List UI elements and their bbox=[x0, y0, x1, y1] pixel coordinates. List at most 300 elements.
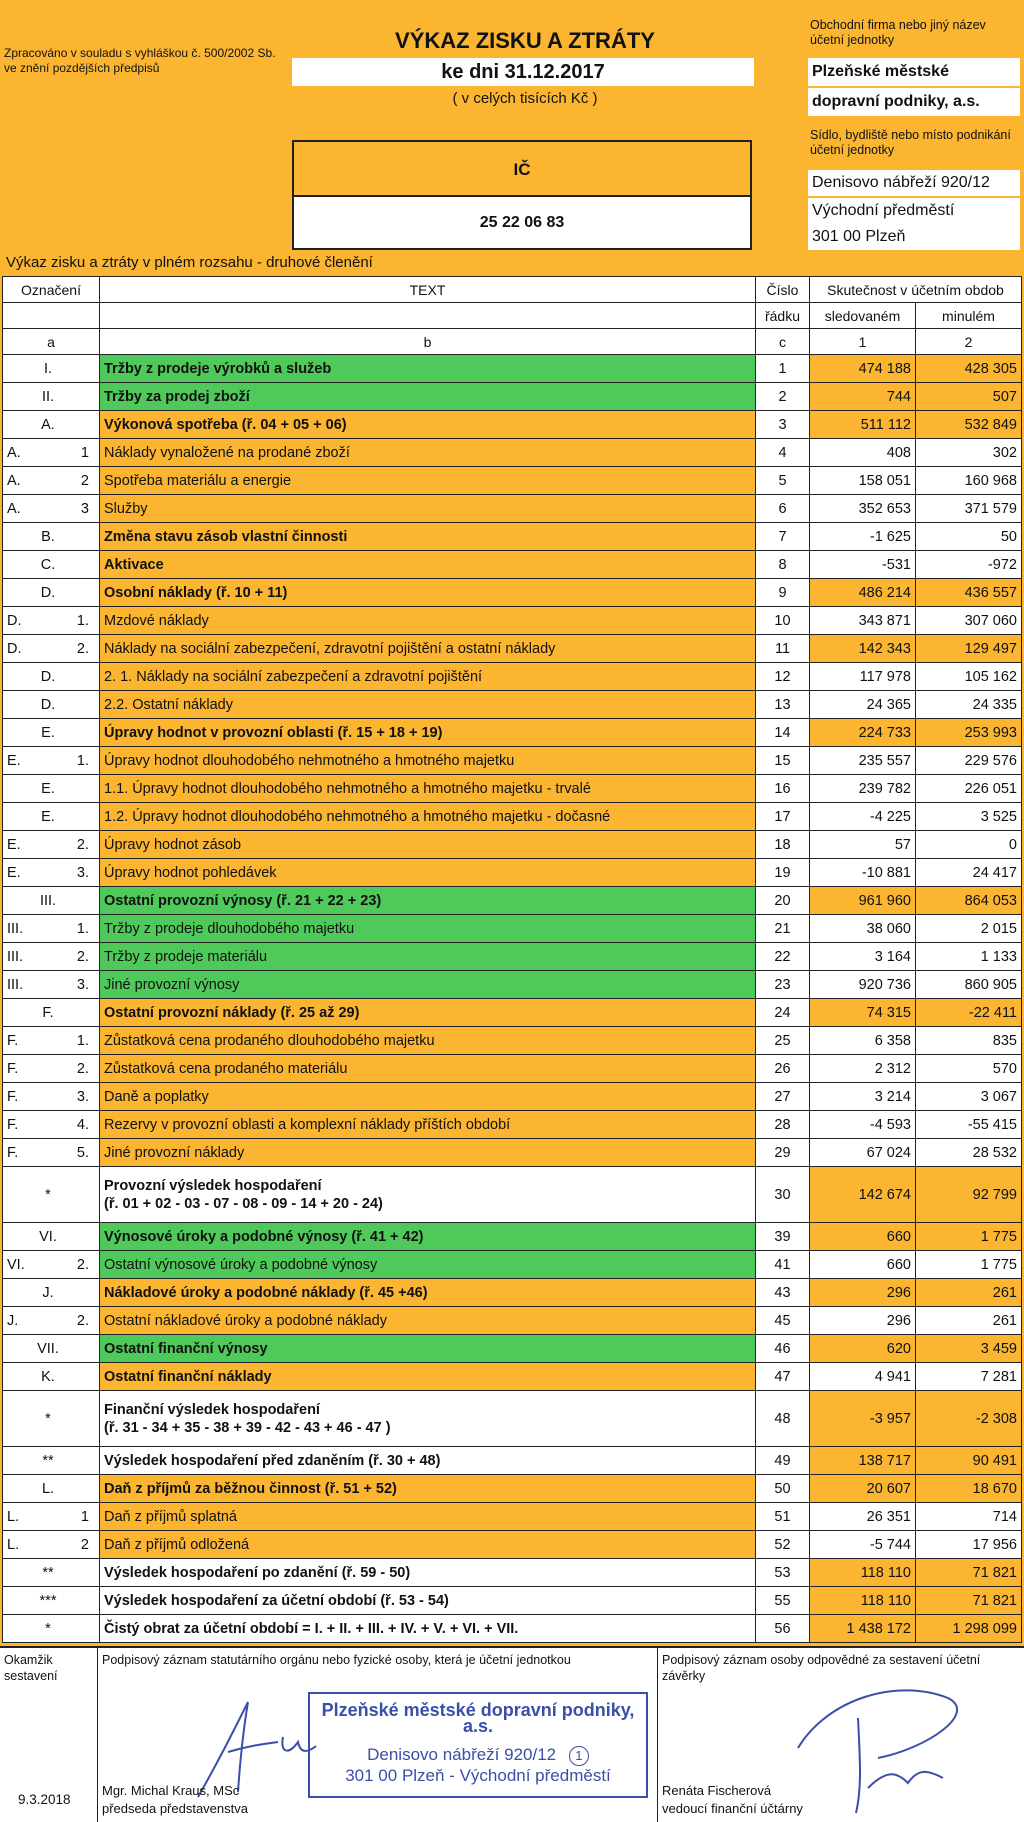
row-text: Výsledek hospodaření po zdanění (ř. 59 - 50) bbox=[104, 1564, 411, 1581]
row-number: 43 bbox=[756, 1279, 810, 1307]
row-number: 49 bbox=[756, 1447, 810, 1475]
stamp-city: 301 00 Plzeň - Východní předměstí bbox=[345, 1766, 611, 1785]
regulation-note: Zpracováno v souladu s vyhláškou č. 500/2002 Sb. ve znění pozdějších předpisů bbox=[4, 46, 276, 75]
row-value-current: -531 bbox=[810, 551, 916, 579]
table-row bbox=[3, 691, 1022, 719]
row-number: 3 bbox=[756, 411, 810, 439]
row-letter: III. bbox=[7, 948, 24, 965]
row-code bbox=[3, 1363, 100, 1391]
row-value-previous: 7 281 bbox=[916, 1363, 1022, 1391]
row-text: Tržby za prodej zboží bbox=[104, 388, 250, 405]
table-row bbox=[3, 747, 1022, 775]
row-letter: F. bbox=[7, 1060, 19, 1077]
row-letter: J. bbox=[42, 1284, 54, 1301]
accountant-signature-label: Podpisový záznam osoby odpovědné za sestavení účetní závěrky bbox=[662, 1653, 981, 1683]
accountant-person bbox=[662, 1782, 803, 1818]
table-row bbox=[3, 1223, 1022, 1251]
row-text: Tržby z prodeje materiálu bbox=[104, 948, 268, 965]
table-row bbox=[3, 635, 1022, 663]
row-value-current: 511 112 bbox=[810, 411, 916, 439]
row-value-previous: 229 576 bbox=[916, 747, 1022, 775]
row-subnum: 2. bbox=[76, 1060, 89, 1077]
seat-caption: Sídlo, bydliště nebo místo podnikání účetní jednotky bbox=[810, 128, 1011, 157]
row-text: 2.2. Ostatní náklady bbox=[104, 696, 233, 713]
row-code bbox=[3, 1167, 100, 1223]
row-text-cell bbox=[100, 1307, 756, 1335]
row-value-previous: 24 335 bbox=[916, 691, 1022, 719]
row-value-previous: 860 905 bbox=[916, 971, 1022, 999]
col-head-empty-b bbox=[100, 303, 756, 329]
statutory-role: předseda představenstva bbox=[102, 1801, 248, 1816]
row-value-current: 38 060 bbox=[810, 915, 916, 943]
row-value-previous: 28 532 bbox=[916, 1139, 1022, 1167]
row-letter: III. bbox=[39, 892, 57, 909]
col-head-minulem: minulém bbox=[916, 303, 1022, 329]
row-code bbox=[3, 495, 100, 523]
row-value-previous: 3 067 bbox=[916, 1083, 1022, 1111]
row-value-previous: 90 491 bbox=[916, 1447, 1022, 1475]
row-number: 23 bbox=[756, 971, 810, 999]
row-number: 55 bbox=[756, 1587, 810, 1615]
seat-line-2: Východní předměstí bbox=[808, 198, 1020, 224]
row-letter: E. bbox=[7, 836, 21, 853]
row-value-current: 239 782 bbox=[810, 775, 916, 803]
row-value-current: 20 607 bbox=[810, 1475, 916, 1503]
row-text: 1.1. Úpravy hodnot dlouhodobého nehmotného a hmotného majetku - trvalé bbox=[104, 780, 591, 797]
row-code bbox=[3, 1111, 100, 1139]
row-text-cell bbox=[100, 355, 756, 383]
table-row bbox=[3, 1559, 1022, 1587]
col-head-sledovanem: sledovaném bbox=[810, 303, 916, 329]
row-text: Čistý obrat za účetní období = I. + II. + III. + IV. + V. + VI. + VII. bbox=[104, 1620, 519, 1637]
row-code bbox=[3, 691, 100, 719]
row-text-cell bbox=[100, 1055, 756, 1083]
row-value-current: 118 110 bbox=[810, 1587, 916, 1615]
row-letter: D. bbox=[7, 612, 22, 629]
row-text-cell bbox=[100, 971, 756, 999]
row-letter: F. bbox=[7, 1116, 19, 1133]
row-value-current: -5 744 bbox=[810, 1531, 916, 1559]
row-value-previous: 17 956 bbox=[916, 1531, 1022, 1559]
col-letter-c: c bbox=[756, 329, 810, 355]
row-letter: D. bbox=[7, 640, 22, 657]
row-code bbox=[3, 943, 100, 971]
row-value-previous: 436 557 bbox=[916, 579, 1022, 607]
table-row bbox=[3, 1447, 1022, 1475]
row-value-previous: 160 968 bbox=[916, 467, 1022, 495]
row-letter: F. bbox=[42, 1004, 54, 1021]
row-code bbox=[3, 383, 100, 411]
row-code bbox=[3, 747, 100, 775]
row-code bbox=[3, 1251, 100, 1279]
firm-caption: Obchodní firma nebo jiný název účetní jednotky bbox=[810, 18, 986, 47]
row-text: Náklady na sociální zabezpečení, zdravotní pojištění a ostatní náklady bbox=[104, 640, 556, 657]
row-value-current: 117 978 bbox=[810, 663, 916, 691]
table-row bbox=[3, 411, 1022, 439]
row-code bbox=[3, 859, 100, 887]
table-row bbox=[3, 1363, 1022, 1391]
row-subnum: 3. bbox=[76, 1088, 89, 1105]
row-number: 8 bbox=[756, 551, 810, 579]
row-code bbox=[3, 1559, 100, 1587]
row-letter: F. bbox=[7, 1144, 19, 1161]
firm-name-line-2: dopravní podniky, a.s. bbox=[808, 88, 1020, 116]
row-value-previous: 714 bbox=[916, 1503, 1022, 1531]
row-letter: *** bbox=[39, 1592, 57, 1609]
row-number: 15 bbox=[756, 747, 810, 775]
table-row bbox=[3, 1279, 1022, 1307]
row-subnum: 3. bbox=[76, 864, 89, 881]
stamp-company-name: Plzeňské městské dopravní podniky, a.s. bbox=[321, 1700, 635, 1736]
table-row bbox=[3, 1307, 1022, 1335]
row-text: Tržby z prodeje výrobků a služeb bbox=[104, 360, 332, 377]
report-header bbox=[0, 0, 1024, 271]
row-value-previous: 428 305 bbox=[916, 355, 1022, 383]
row-value-current: 57 bbox=[810, 831, 916, 859]
table-header-row-1 bbox=[3, 277, 1022, 303]
row-text-cell bbox=[100, 439, 756, 467]
table-header-row-3 bbox=[3, 329, 1022, 355]
ic-box bbox=[292, 140, 752, 250]
row-code bbox=[3, 803, 100, 831]
row-text: Osobní náklady (ř. 10 + 11) bbox=[104, 584, 288, 601]
row-value-current: 920 736 bbox=[810, 971, 916, 999]
row-text-cell bbox=[100, 1531, 756, 1559]
row-value-current: 158 051 bbox=[810, 467, 916, 495]
row-number: 41 bbox=[756, 1251, 810, 1279]
row-letter: VI. bbox=[7, 1256, 25, 1273]
row-text-cell bbox=[100, 999, 756, 1027]
row-text: Ostatní provozní výnosy (ř. 21 + 22 + 23) bbox=[104, 892, 382, 909]
row-letter: E. bbox=[7, 752, 21, 769]
row-value-current: 660 bbox=[810, 1223, 916, 1251]
row-code bbox=[3, 1083, 100, 1111]
row-letter: ** bbox=[42, 1452, 54, 1469]
row-number: 29 bbox=[756, 1139, 810, 1167]
row-value-current: 4 941 bbox=[810, 1363, 916, 1391]
row-value-previous: 1 298 099 bbox=[916, 1615, 1022, 1643]
row-letter: E. bbox=[41, 724, 55, 741]
row-value-current: 67 024 bbox=[810, 1139, 916, 1167]
row-value-previous: 71 821 bbox=[916, 1559, 1022, 1587]
row-code bbox=[3, 1307, 100, 1335]
row-subnum: 1. bbox=[76, 752, 89, 769]
row-value-current: 118 110 bbox=[810, 1559, 916, 1587]
units-note: ( v celých tisících Kč ) bbox=[452, 90, 598, 107]
row-subnum: 1. bbox=[76, 612, 89, 629]
row-subnum: 2. bbox=[76, 948, 89, 965]
row-text-cell bbox=[100, 1111, 756, 1139]
table-header-row-2 bbox=[3, 303, 1022, 329]
row-value-previous: 50 bbox=[916, 523, 1022, 551]
row-code bbox=[3, 1531, 100, 1559]
row-number: 25 bbox=[756, 1027, 810, 1055]
row-value-current: 3 164 bbox=[810, 943, 916, 971]
row-number: 26 bbox=[756, 1055, 810, 1083]
row-letter: L. bbox=[41, 1480, 55, 1497]
row-letter: E. bbox=[7, 864, 21, 881]
row-value-previous: 261 bbox=[916, 1307, 1022, 1335]
row-text: Výsledek hospodaření před zdaněním (ř. 30 + 48) bbox=[104, 1452, 441, 1469]
table-row bbox=[3, 1083, 1022, 1111]
row-number: 47 bbox=[756, 1363, 810, 1391]
row-number: 39 bbox=[756, 1223, 810, 1251]
row-value-current: 142 674 bbox=[810, 1167, 916, 1223]
row-code bbox=[3, 915, 100, 943]
accountant-signature-mark bbox=[778, 1678, 998, 1818]
table-row bbox=[3, 467, 1022, 495]
row-number: 21 bbox=[756, 915, 810, 943]
row-value-current: 6 358 bbox=[810, 1027, 916, 1055]
row-text-cell bbox=[100, 1503, 756, 1531]
row-code bbox=[3, 887, 100, 915]
table-row bbox=[3, 1251, 1022, 1279]
row-value-current: 74 315 bbox=[810, 999, 916, 1027]
row-number: 22 bbox=[756, 943, 810, 971]
row-text-cell bbox=[100, 1167, 756, 1223]
row-value-current: 296 bbox=[810, 1307, 916, 1335]
row-value-previous: 71 821 bbox=[916, 1587, 1022, 1615]
table-row bbox=[3, 775, 1022, 803]
row-subnum: 2. bbox=[76, 1312, 89, 1329]
row-subnum: 3 bbox=[80, 500, 89, 517]
row-value-previous: 864 053 bbox=[916, 887, 1022, 915]
row-letter: II. bbox=[41, 388, 55, 405]
col-letter-a: a bbox=[3, 329, 100, 355]
row-letter: VI. bbox=[39, 1228, 57, 1245]
compilation-date: 9.3.2018 bbox=[18, 1792, 71, 1807]
row-value-current: 142 343 bbox=[810, 635, 916, 663]
row-value-previous: 0 bbox=[916, 831, 1022, 859]
row-value-current: 235 557 bbox=[810, 747, 916, 775]
row-value-current: 486 214 bbox=[810, 579, 916, 607]
row-code bbox=[3, 1335, 100, 1363]
table-row bbox=[3, 859, 1022, 887]
table-row bbox=[3, 1055, 1022, 1083]
row-letter: D. bbox=[40, 668, 56, 685]
row-value-current: 408 bbox=[810, 439, 916, 467]
report-subtitle: Výkaz zisku a ztráty v plném rozsahu - druhové členění bbox=[6, 254, 373, 271]
table-row bbox=[3, 1111, 1022, 1139]
row-text-cell bbox=[100, 495, 756, 523]
row-value-current: 2 312 bbox=[810, 1055, 916, 1083]
row-letter: A. bbox=[7, 444, 21, 461]
row-value-previous: 570 bbox=[916, 1055, 1022, 1083]
row-number: 51 bbox=[756, 1503, 810, 1531]
row-letter: F. bbox=[7, 1088, 19, 1105]
row-number: 24 bbox=[756, 999, 810, 1027]
row-code bbox=[3, 439, 100, 467]
row-code bbox=[3, 355, 100, 383]
row-text-cell bbox=[100, 635, 756, 663]
row-value-previous: 3 459 bbox=[916, 1335, 1022, 1363]
row-number: 14 bbox=[756, 719, 810, 747]
row-number: 45 bbox=[756, 1307, 810, 1335]
row-text: Výsledek hospodaření za účetní období (ř. 53 - 54) bbox=[104, 1592, 449, 1609]
row-text: 2. 1. Náklady na sociální zabezpečení a zdravotní pojištění bbox=[104, 668, 483, 685]
table-row bbox=[3, 663, 1022, 691]
row-code bbox=[3, 1503, 100, 1531]
row-text-cell bbox=[100, 831, 756, 859]
table-row bbox=[3, 943, 1022, 971]
row-number: 4 bbox=[756, 439, 810, 467]
row-number: 19 bbox=[756, 859, 810, 887]
table-row bbox=[3, 495, 1022, 523]
table-row bbox=[3, 1167, 1022, 1223]
ic-value: 25 22 06 83 bbox=[294, 197, 750, 248]
row-text-cell bbox=[100, 747, 756, 775]
table-row bbox=[3, 999, 1022, 1027]
row-number: 17 bbox=[756, 803, 810, 831]
row-text-cell bbox=[100, 775, 756, 803]
row-text-cell bbox=[100, 803, 756, 831]
row-value-current: -10 881 bbox=[810, 859, 916, 887]
row-code bbox=[3, 831, 100, 859]
row-subnum: 1 bbox=[80, 1508, 89, 1525]
row-code bbox=[3, 467, 100, 495]
row-number: 30 bbox=[756, 1167, 810, 1223]
row-code bbox=[3, 663, 100, 691]
row-code bbox=[3, 635, 100, 663]
row-text-cell bbox=[100, 915, 756, 943]
row-number: 2 bbox=[756, 383, 810, 411]
row-code bbox=[3, 1447, 100, 1475]
row-code bbox=[3, 579, 100, 607]
row-value-current: 1 438 172 bbox=[810, 1615, 916, 1643]
row-text: Finanční výsledek hospodaření bbox=[104, 1401, 320, 1418]
row-letter: B. bbox=[41, 528, 55, 545]
compilation-moment-label: Okamžik sestavení bbox=[4, 1653, 58, 1683]
row-value-current: 26 351 bbox=[810, 1503, 916, 1531]
row-text: Spotřeba materiálu a energie bbox=[104, 472, 292, 489]
row-text: Služby bbox=[104, 500, 148, 517]
row-text-cell bbox=[100, 859, 756, 887]
row-value-previous: 18 670 bbox=[916, 1475, 1022, 1503]
row-code bbox=[3, 1027, 100, 1055]
report-title: VÝKAZ ZISKU A ZTRÁTY bbox=[395, 28, 655, 53]
row-text: Jiné provozní výnosy bbox=[104, 976, 240, 993]
stamp-address bbox=[310, 1746, 646, 1766]
row-text-cell bbox=[100, 1083, 756, 1111]
row-value-current: 474 188 bbox=[810, 355, 916, 383]
row-value-current: -1 625 bbox=[810, 523, 916, 551]
row-text-cell bbox=[100, 719, 756, 747]
row-subnum: 4. bbox=[76, 1116, 89, 1133]
row-number: 12 bbox=[756, 663, 810, 691]
row-text: Úpravy hodnot dlouhodobého nehmotného a hmotného majetku bbox=[104, 752, 515, 769]
table-row bbox=[3, 551, 1022, 579]
table-row bbox=[3, 887, 1022, 915]
stamp-number: 1 bbox=[569, 1746, 589, 1766]
row-text: Zůstatková cena prodaného materiálu bbox=[104, 1060, 348, 1077]
row-text: Aktivace bbox=[104, 556, 164, 573]
row-number: 16 bbox=[756, 775, 810, 803]
row-subnum: 2. bbox=[76, 640, 89, 657]
table-row bbox=[3, 579, 1022, 607]
accountant-signature-box bbox=[658, 1648, 1024, 1822]
row-subnum: 5. bbox=[76, 1144, 89, 1161]
row-value-current: 660 bbox=[810, 1251, 916, 1279]
row-text: Zůstatková cena prodaného dlouhodobého majetku bbox=[104, 1032, 435, 1049]
row-number: 27 bbox=[756, 1083, 810, 1111]
row-letter: III. bbox=[7, 976, 24, 993]
row-text-cell bbox=[100, 1279, 756, 1307]
row-text: Ostatní provozní náklady (ř. 25 až 29) bbox=[104, 1004, 360, 1021]
col-letter-b: b bbox=[100, 329, 756, 355]
row-text-cell bbox=[100, 1587, 756, 1615]
ic-label: IČ bbox=[294, 142, 750, 197]
row-code bbox=[3, 1391, 100, 1447]
row-value-previous: 105 162 bbox=[916, 663, 1022, 691]
col-head-oznaceni: Označení bbox=[3, 277, 100, 303]
row-number: 20 bbox=[756, 887, 810, 915]
row-text-cell bbox=[100, 1027, 756, 1055]
row-letter: A. bbox=[7, 500, 21, 517]
row-letter: L. bbox=[7, 1536, 20, 1553]
compilation-moment bbox=[0, 1648, 98, 1822]
row-value-current: 961 960 bbox=[810, 887, 916, 915]
row-text-cell bbox=[100, 887, 756, 915]
row-letter: F. bbox=[7, 1032, 19, 1049]
row-letter: * bbox=[45, 1620, 51, 1637]
row-value-previous: 1 775 bbox=[916, 1223, 1022, 1251]
row-text-cell bbox=[100, 1447, 756, 1475]
row-value-previous: -2 308 bbox=[916, 1391, 1022, 1447]
row-value-previous: 1 775 bbox=[916, 1251, 1022, 1279]
row-value-current: -3 957 bbox=[810, 1391, 916, 1447]
row-text-cell bbox=[100, 579, 756, 607]
company-stamp bbox=[308, 1692, 648, 1798]
row-number: 10 bbox=[756, 607, 810, 635]
table-row bbox=[3, 1027, 1022, 1055]
row-number: 46 bbox=[756, 1335, 810, 1363]
row-letter: K. bbox=[41, 1368, 55, 1385]
table-row bbox=[3, 1391, 1022, 1447]
table-row bbox=[3, 915, 1022, 943]
table-row bbox=[3, 607, 1022, 635]
row-text-cell bbox=[100, 1475, 756, 1503]
col-head-empty-a bbox=[3, 303, 100, 329]
row-text-cell bbox=[100, 1615, 756, 1643]
row-value-current: 343 871 bbox=[810, 607, 916, 635]
row-text: Daň z příjmů splatná bbox=[104, 1508, 237, 1525]
row-number: 48 bbox=[756, 1391, 810, 1447]
row-value-current: 352 653 bbox=[810, 495, 916, 523]
row-code bbox=[3, 607, 100, 635]
row-text: Ostatní finanční náklady bbox=[104, 1368, 272, 1385]
row-subnum: 3. bbox=[76, 976, 89, 993]
row-number: 6 bbox=[756, 495, 810, 523]
row-value-previous: 307 060 bbox=[916, 607, 1022, 635]
stamp-street: Denisovo nábřeží 920/12 bbox=[367, 1745, 557, 1764]
table-row bbox=[3, 1531, 1022, 1559]
signature-footer bbox=[0, 1646, 1024, 1822]
row-code bbox=[3, 1587, 100, 1615]
row-text: Úpravy hodnot zásob bbox=[104, 836, 242, 853]
table-row bbox=[3, 439, 1022, 467]
row-text-formula: (ř. 31 - 34 + 35 - 38 + 39 - 42 - 43 + 46 - 47 ) bbox=[104, 1419, 391, 1436]
row-text: Jiné provozní náklady bbox=[104, 1144, 245, 1161]
row-code bbox=[3, 971, 100, 999]
row-number: 56 bbox=[756, 1615, 810, 1643]
row-number: 50 bbox=[756, 1475, 810, 1503]
table-row bbox=[3, 1475, 1022, 1503]
row-letter: VII. bbox=[37, 1340, 59, 1357]
row-value-previous: 129 497 bbox=[916, 635, 1022, 663]
row-subnum: 1. bbox=[76, 1032, 89, 1049]
row-value-current: 744 bbox=[810, 383, 916, 411]
row-value-previous: 532 849 bbox=[916, 411, 1022, 439]
